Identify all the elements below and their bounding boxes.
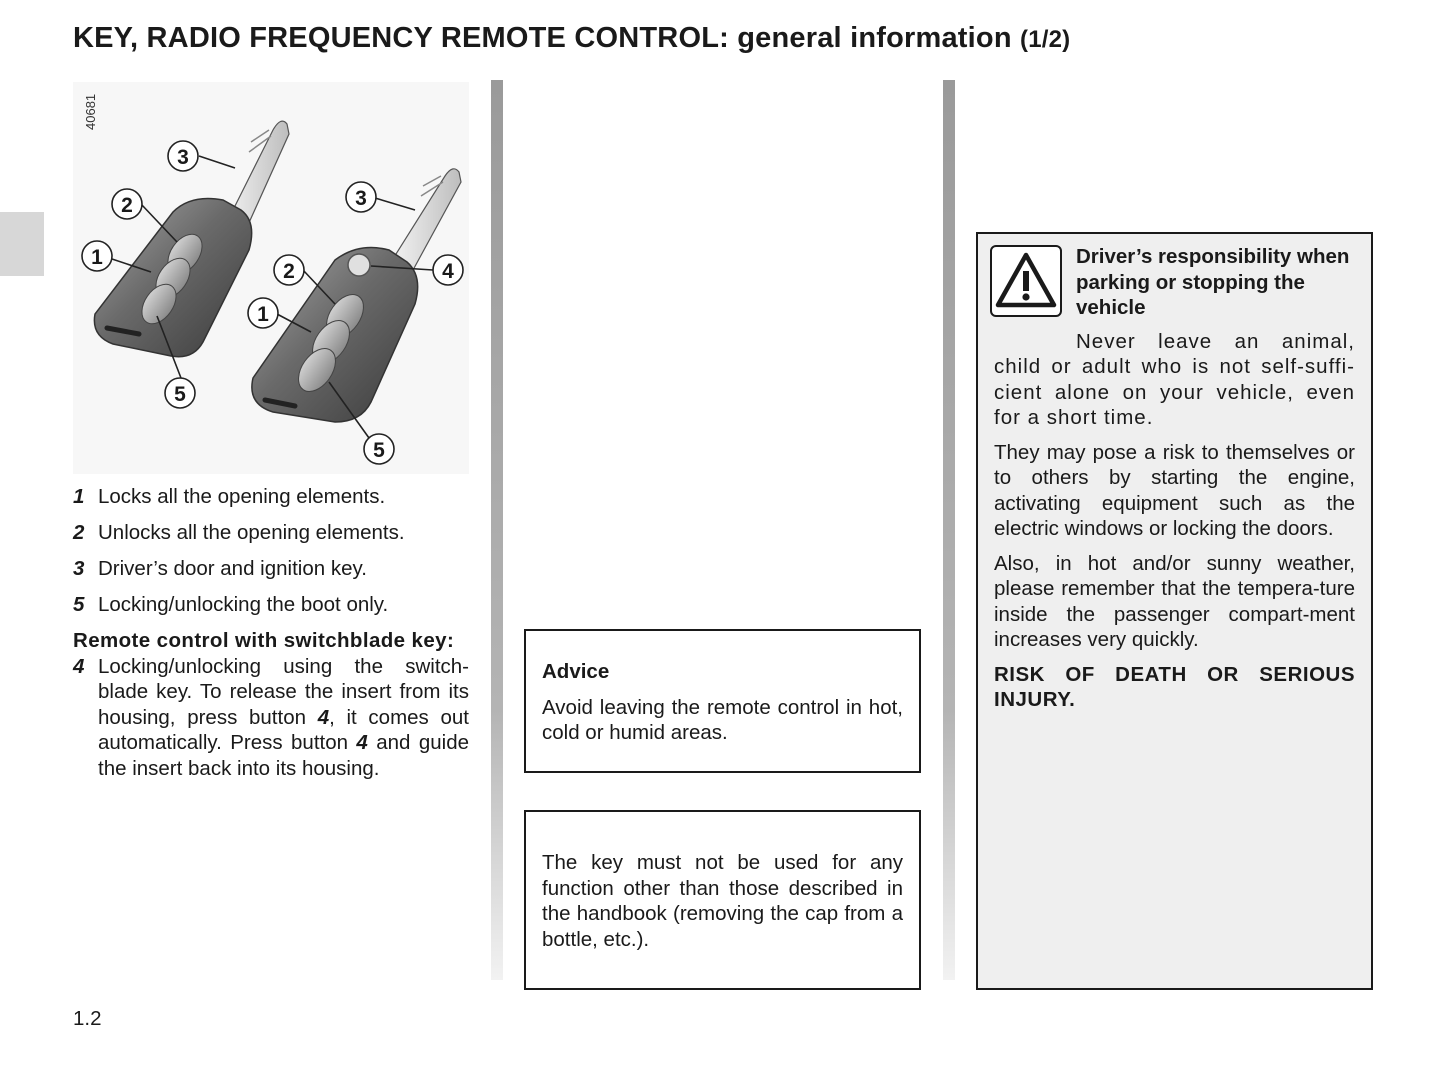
key-illustration xyxy=(73,82,469,474)
key-usage-text: The key must not be used for any function other than those described in the handbook (removing the cap from a bottle, etc.). xyxy=(542,851,903,951)
key-drawing xyxy=(73,82,469,474)
release-button-icon xyxy=(348,254,370,276)
callout-left-2: 2 xyxy=(121,194,133,217)
warning-paragraph: Also, in hot and/or sunny weather, please remember that the tempera-ture inside the passenger compart-ment increases very quickly. xyxy=(994,551,1355,651)
legend-item xyxy=(73,556,469,582)
advice-heading: Advice xyxy=(542,660,610,683)
legend-number: 4 xyxy=(73,654,85,678)
legend-text: Locking/unlocking the boot only. xyxy=(98,593,389,616)
switchblade-subheading: Remote control with switchblade key: xyxy=(73,629,455,652)
page-number: 1.2 xyxy=(73,1007,102,1030)
legend-text-a: Locking/unlocking using the switch-blade key. To release the insert from its housing, press button xyxy=(98,654,469,729)
warning-paragraph: Never leave an animal, child or adult who is not self-suffi-cient alone on your vehicle, even for a short time. xyxy=(994,329,1355,429)
legend-text: Locks all the opening elements. xyxy=(98,485,386,508)
title-page-indicator: (1/2) xyxy=(1020,26,1071,53)
callout-right-5: 5 xyxy=(373,439,385,462)
warning-risk-statement: RISK OF DEATH OR SERIOUS INJURY. xyxy=(994,662,1355,711)
advice-text: Avoid leaving the remote control in hot, cold or humid areas. xyxy=(542,695,903,744)
key-legend xyxy=(73,484,469,792)
title-normal: general information xyxy=(737,22,1012,54)
legend-number: 2 xyxy=(73,521,85,544)
warning-paragraph: They may pose a risk to themselves or to others by starting the engine, activating equipment such as the electric windows or locking the doors. xyxy=(994,440,1355,540)
legend-item xyxy=(73,592,469,618)
chapter-side-tab xyxy=(0,212,44,276)
figure-ref-code: 40681 xyxy=(83,93,98,130)
page-title xyxy=(73,22,1070,55)
callout-right-1: 1 xyxy=(257,303,269,326)
callout-right-2: 2 xyxy=(283,260,295,283)
callout-right-4: 4 xyxy=(442,260,454,283)
legend-item xyxy=(73,484,469,510)
legend-item xyxy=(73,520,469,546)
legend-text: Unlocks all the opening elements. xyxy=(98,521,405,544)
warning-triangle-icon xyxy=(990,245,1062,317)
title-bold: KEY, RADIO FREQUENCY REMOTE CONTROL: xyxy=(73,22,729,54)
legend-number: 3 xyxy=(73,557,85,580)
legend-item-switchblade xyxy=(73,654,469,782)
column-divider-right xyxy=(943,80,955,980)
warning-heading: Driver’s responsibility when parking or stopping the vehicle xyxy=(1076,245,1350,319)
legend-number: 5 xyxy=(73,593,85,616)
callout-right-3: 3 xyxy=(355,187,367,210)
button-ref: 4 xyxy=(356,731,368,754)
callout-left-5: 5 xyxy=(174,383,186,406)
legend-text-c: and guide the insert back into its housing. xyxy=(98,731,469,780)
warning-box xyxy=(976,232,1373,990)
button-ref: 4 xyxy=(317,705,330,729)
column-divider-left xyxy=(491,80,503,980)
advice-box xyxy=(524,629,921,773)
legend-number: 1 xyxy=(73,485,85,508)
callout-left-1: 1 xyxy=(91,246,103,269)
key-usage-note xyxy=(524,810,921,990)
callout-left-3: 3 xyxy=(177,146,189,169)
legend-text-b: , it comes out automatically. Press button xyxy=(98,705,469,754)
legend-text: Driver’s door and ignition key. xyxy=(98,557,367,580)
